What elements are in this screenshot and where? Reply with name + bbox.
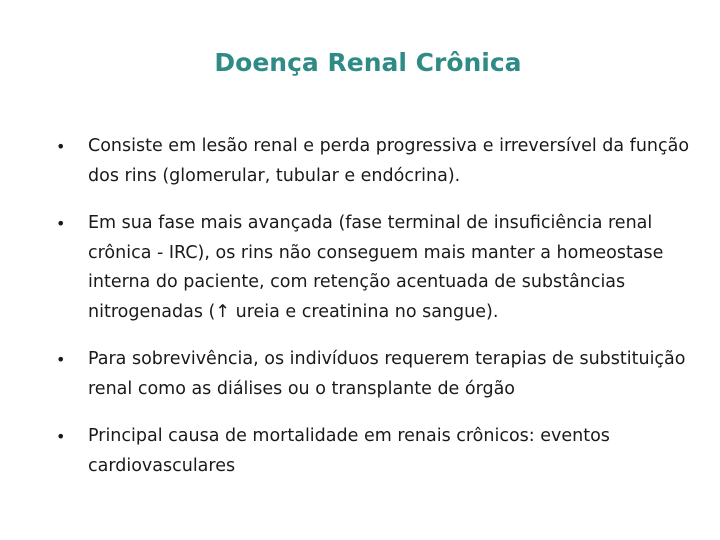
bullet-item: [56, 345, 706, 404]
bullet-text-part-2: ureia e creatinina no sangue).: [230, 301, 499, 322]
bullet-text: Para sobrevivência, os indivíduos requerem terapias de substituição renal como as diálises ou o transplante de órgão: [88, 349, 686, 399]
bullet-item: [56, 132, 706, 191]
bullet-text: Principal causa de mortalidade em renais crônicos: eventos cardiovasculares: [88, 426, 610, 476]
bullet-icon: •: [56, 214, 66, 233]
slide-title: Doença Renal Crônica: [214, 48, 522, 77]
up-arrow-icon: ↑: [215, 301, 231, 322]
bullet-list: [56, 132, 706, 499]
bullet-icon: •: [56, 427, 66, 446]
bullet-text-part-1: Em sua fase mais avançada (fase terminal de insuficiência renal crônica - IRC), os rins não conseguem mais manter a homeostase interna do paciente, com retenção acentuada de substâncias nitrogenadas (: [88, 213, 664, 322]
bullet-item: [56, 209, 706, 327]
bullet-text: Consiste em lesão renal e perda progressiva e irreversível da função dos rins (glomerular, tubular e endócrina).: [88, 136, 690, 186]
bullet-icon: •: [56, 137, 66, 156]
bullet-item: [56, 422, 706, 481]
bullet-icon: •: [56, 350, 66, 369]
